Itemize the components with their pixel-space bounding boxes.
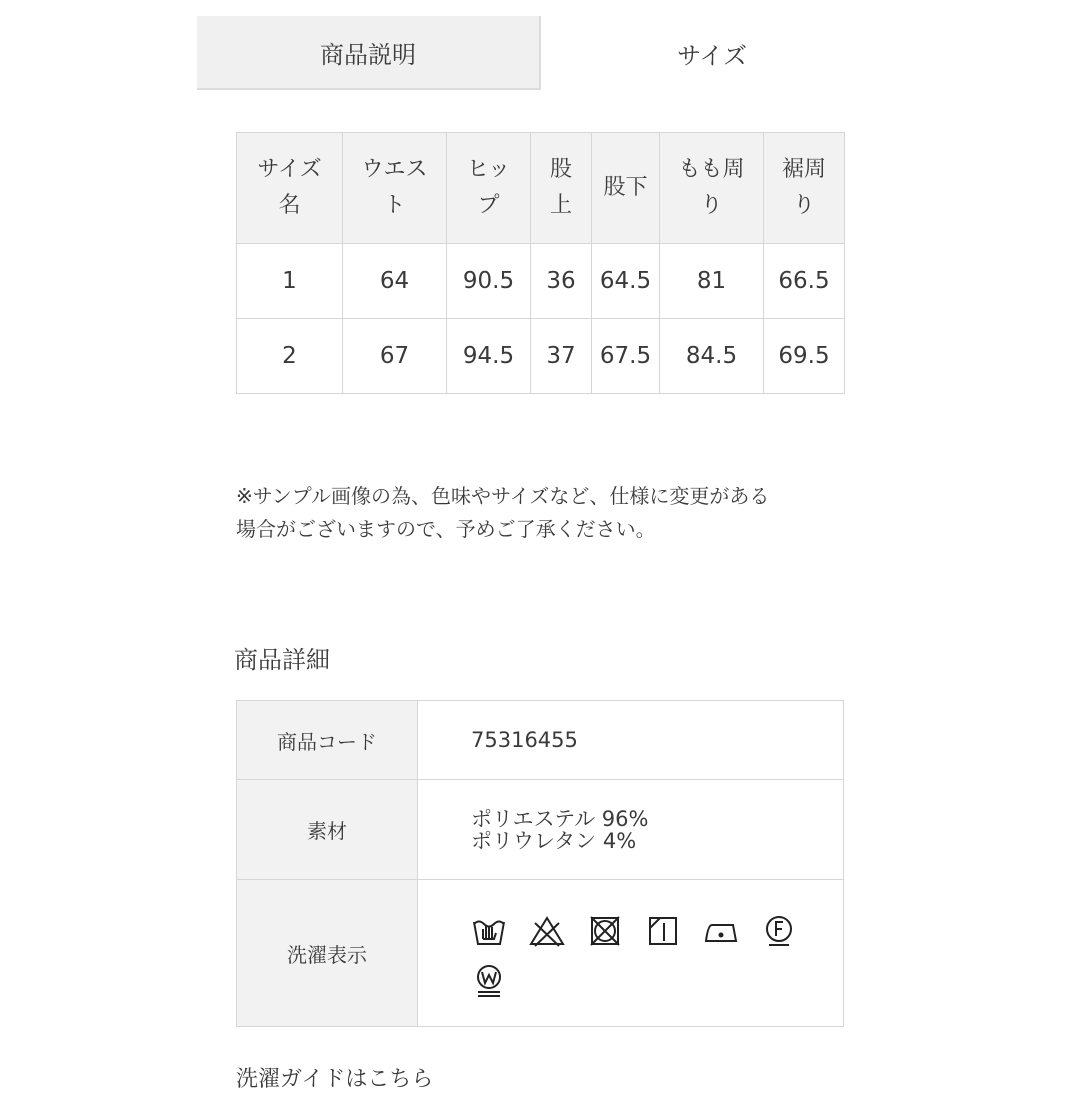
- table-cell: 90.5: [447, 244, 531, 319]
- note-line: ※サンプル画像の為、色味やサイズなど、仕様に変更がある: [236, 484, 770, 508]
- material-value: [418, 780, 844, 880]
- detail-row-code: [237, 701, 844, 780]
- table-cell: 64: [343, 244, 447, 319]
- header-hem: 裾周 り: [764, 133, 845, 244]
- drip-dry-shade-icon: [645, 913, 681, 949]
- header-thigh: もも周 り: [660, 133, 764, 244]
- product-tabs: [197, 16, 883, 90]
- table-cell: 36: [531, 244, 592, 319]
- care-value: [418, 880, 844, 1027]
- table-cell: 94.5: [447, 319, 531, 394]
- code-value: 75316455: [418, 701, 844, 780]
- size-table: [236, 132, 845, 394]
- table-row: [237, 244, 845, 319]
- table-cell: 66.5: [764, 244, 845, 319]
- table-cell: 84.5: [660, 319, 764, 394]
- code-label: 商品コード: [237, 701, 418, 780]
- detail-row-care: [237, 880, 844, 1027]
- wash-guide-link[interactable]: 洗濯ガイドはこちら: [236, 1067, 434, 1092]
- table-cell: 67: [343, 319, 447, 394]
- material-line: ポリウレタン 4%: [471, 828, 637, 853]
- table-cell: 69.5: [764, 319, 845, 394]
- material-label: 素材: [237, 780, 418, 880]
- header-inseam: 股下: [592, 133, 660, 244]
- note-line: 場合がございますので、予めご了承ください。: [236, 517, 656, 541]
- table-cell: 1: [237, 244, 343, 319]
- table-cell: 81: [660, 244, 764, 319]
- sample-note: [236, 480, 856, 546]
- table-cell: 2: [237, 319, 343, 394]
- care-icon-list: [471, 907, 811, 999]
- no-tumble-dry-icon: [587, 913, 623, 949]
- header-hip: ヒッ プ: [447, 133, 531, 244]
- care-label: 洗濯表示: [237, 880, 418, 1027]
- dry-clean-f-icon: [761, 913, 797, 949]
- detail-table: [236, 700, 844, 1027]
- wet-clean-w-icon: [471, 963, 507, 999]
- table-cell: 67.5: [592, 319, 660, 394]
- detail-row-material: [237, 780, 844, 880]
- material-line: ポリエステル 96%: [471, 806, 649, 831]
- header-waist: ウエス ト: [343, 133, 447, 244]
- tab-description[interactable]: 商品説明: [197, 16, 541, 90]
- table-cell: 37: [531, 319, 592, 394]
- table-cell: 64.5: [592, 244, 660, 319]
- header-rise: 股 上: [531, 133, 592, 244]
- hand-wash-icon: [471, 913, 507, 949]
- header-size-name: サイズ 名: [237, 133, 343, 244]
- size-table-header-row: [237, 133, 845, 244]
- iron-low-icon: [703, 913, 739, 949]
- detail-heading: 商品詳細: [234, 646, 330, 674]
- no-bleach-icon: [529, 913, 565, 949]
- tab-size[interactable]: サイズ: [541, 16, 883, 90]
- table-row: [237, 319, 845, 394]
